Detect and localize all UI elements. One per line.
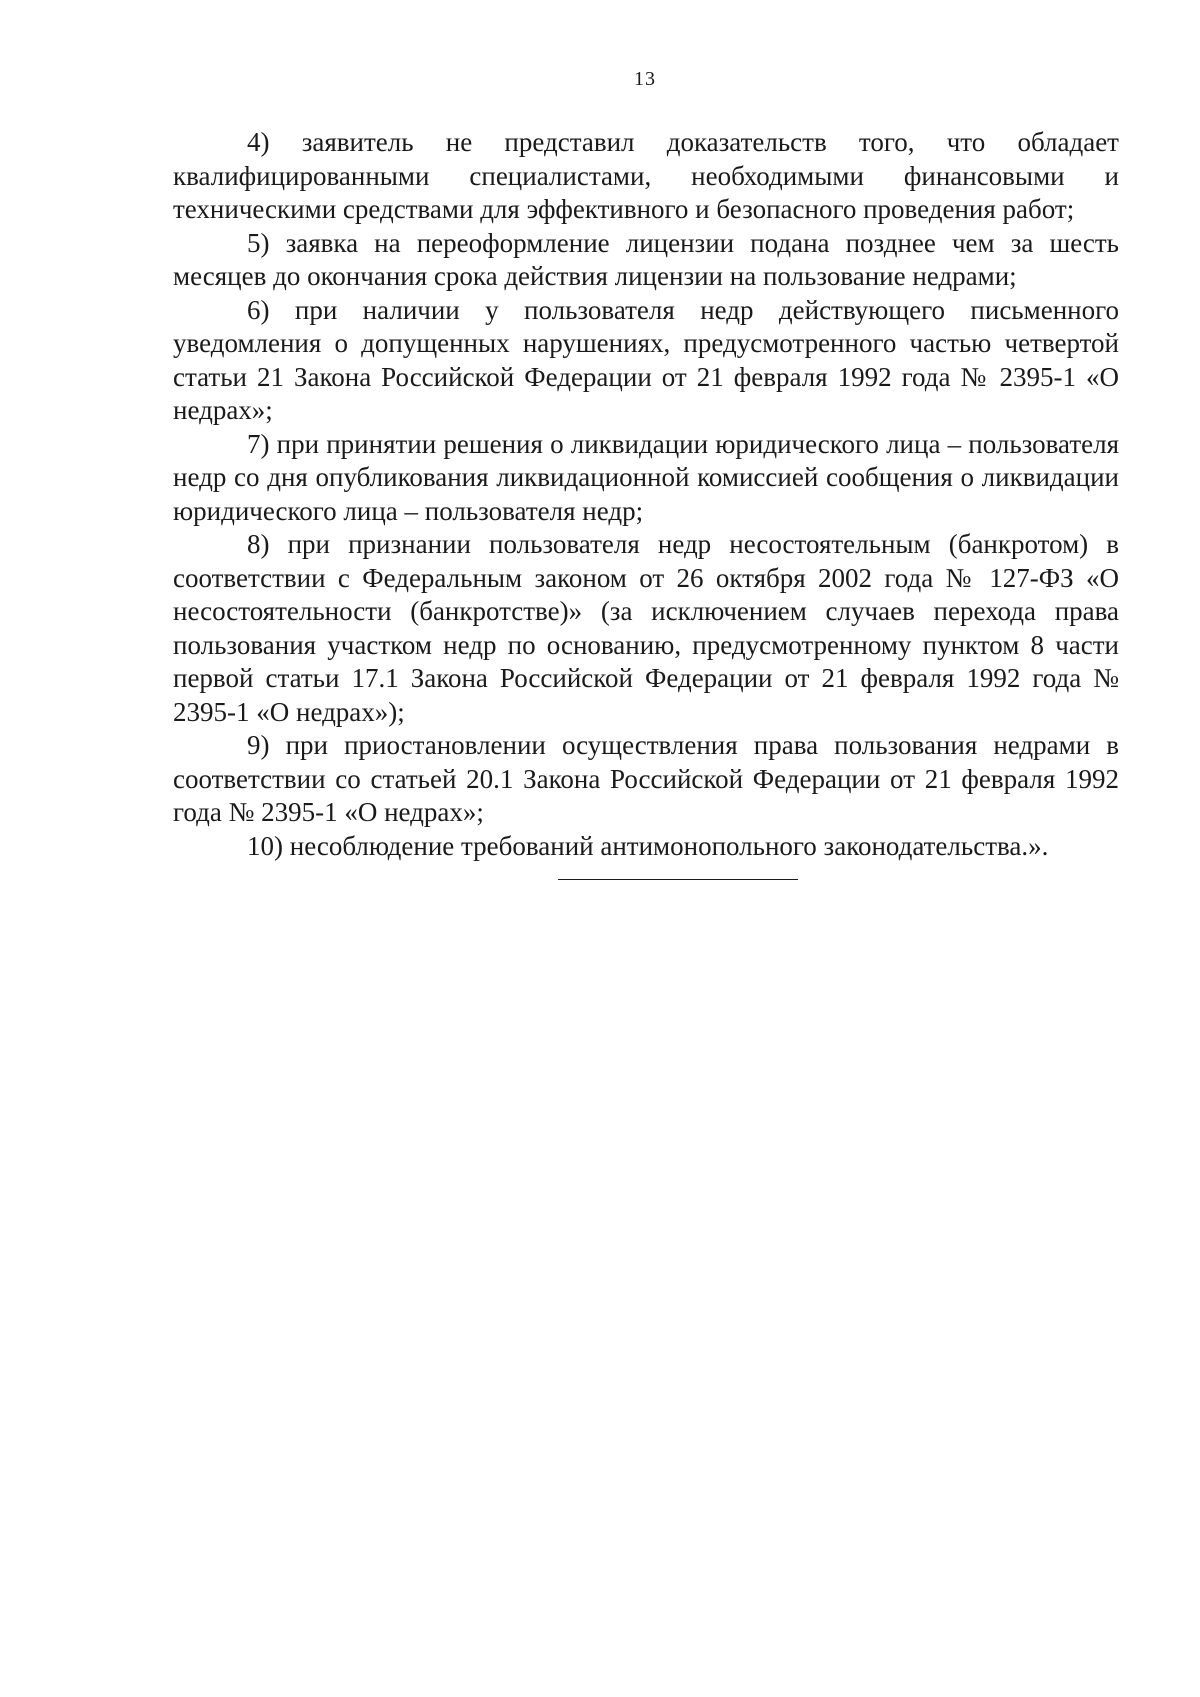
- end-separator-line: [558, 879, 798, 880]
- list-item: 8) при признании пользователя недр несостоятельным (банкротом) в соответствии с Федеральным законом от 26 октября 2002 года № 127-ФЗ «О несостоятельности (банкротстве)» (за исключением случаев перехода права пользования участком недр по основанию, предусмотренному пунктом 8 части первой статьи 17.1 Закона Российской Федерации от 21 февраля 1992 года № 2395-1 «О недрах»);: [173, 529, 1119, 727]
- list-item: 4) заявитель не представил доказательств того, что обладает квалифицированными специалистами, необходимыми финансовыми и техническими средствами для эффективного и безопасного проведения работ;: [173, 127, 1119, 224]
- list-item: 10) несоблюдение требований антимонопольного законодательства.».: [247, 830, 1049, 861]
- list-item: 9) при приостановлении осуществления права пользования недрами в соответствии со статьей 20.1 Закона Российской Федерации от 21 февраля 1992 года № 2395-1 «О недрах»;: [173, 730, 1119, 827]
- list-item: 5) заявка на переоформление лицензии подана позднее чем за шесть месяцев до окончания срока действия лицензии на пользование недрами;: [173, 227, 1119, 291]
- page-number: 13: [634, 68, 656, 90]
- list-item: 7) при принятии решения о ликвидации юридического лица – пользователя недр со дня опубликования ликвидационной комиссией сообщения о ликвидации юридического лица – пользователя недр;: [173, 428, 1119, 526]
- document-body: [173, 126, 1119, 863]
- list-item: 6) при наличии у пользователя недр действующего письменного уведомления о допущенных нарушениях, предусмотренного частью четвертой статьи 21 Закона Российской Федерации от 21 февраля 1992 года № 2395-1 «О недрах»;: [173, 294, 1119, 425]
